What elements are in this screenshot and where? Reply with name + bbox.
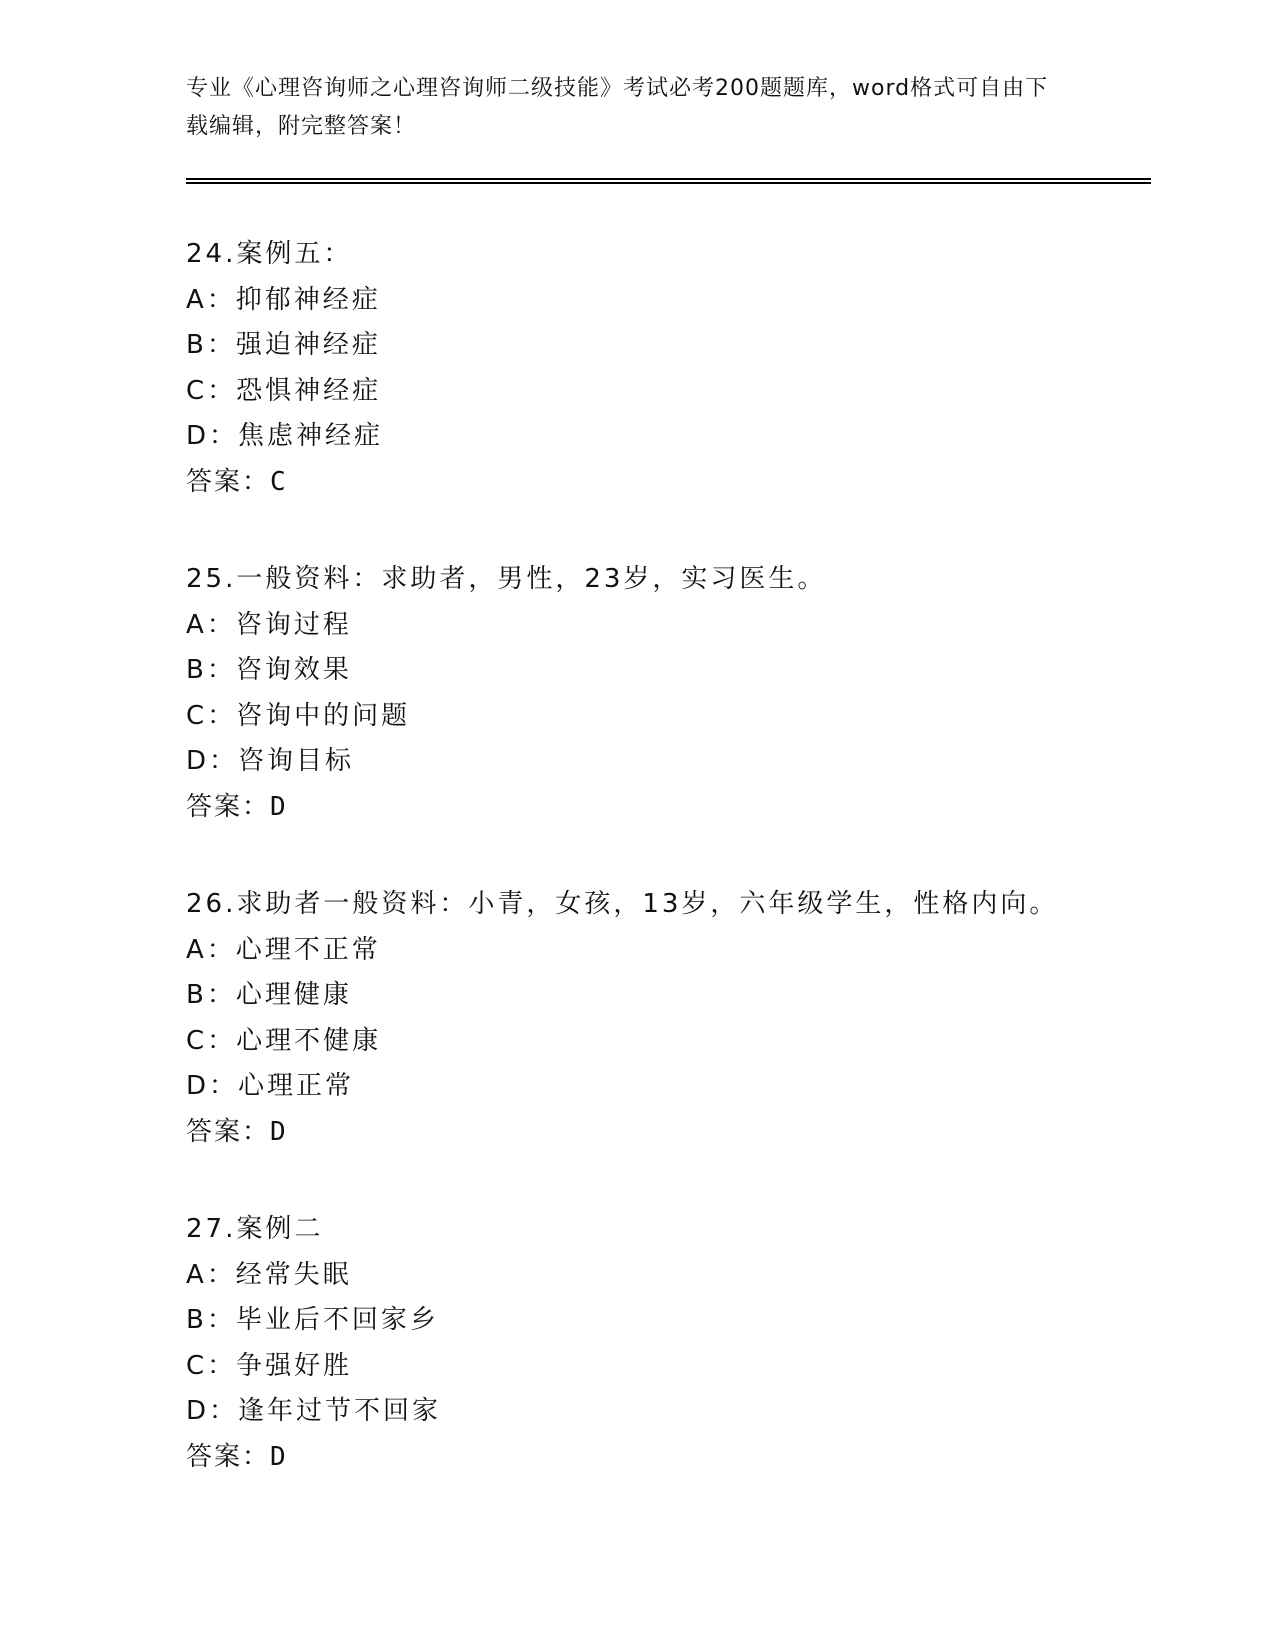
answer-value: D [270,791,289,822]
answer-line [186,1435,1186,1481]
answer-label: 答案： [186,791,271,822]
option-a: A：咨询过程 [186,609,352,640]
header-text: 专业《心理咨询师之心理咨询师二级技能》考试必考200题题库，word格式可自由下载编辑，附完整答案！ [186,76,1049,139]
answer-value: D [270,1116,289,1147]
question-26 [186,882,1186,1155]
answer-value: C [270,466,289,497]
question-stem: 27.案例二 [186,1214,324,1244]
question-stem: 26.求助者一般资料：小青，女孩，13岁，六年级学生，性格内向。 [186,889,1059,919]
answer-label: 答案： [186,1441,271,1472]
option-a: A：心理不正常 [186,934,381,965]
option-c: C：咨询中的问题 [186,700,411,731]
option-b: B：咨询效果 [186,655,352,685]
question-25 [186,557,1186,830]
option-b: B：强迫神经症 [186,330,381,360]
option-a: A：抑郁神经症 [186,284,381,315]
answer-line [186,460,1186,506]
rule-line-top [186,178,1151,180]
question-27 [186,1207,1186,1480]
option-d: D：焦虑神经症 [186,421,384,451]
question-stem: 25.一般资料：求助者，男性，23岁，实习医生。 [186,564,827,594]
option-b: B：毕业后不回家乡 [186,1305,439,1335]
option-c: C：争强好胜 [186,1350,353,1381]
rule-line-bottom [186,182,1151,184]
question-24 [186,232,1186,505]
question-list [186,232,1186,1532]
option-d: D：逢年过节不回家 [186,1396,442,1426]
option-c: C：心理不健康 [186,1025,382,1056]
answer-label: 答案： [186,1116,271,1147]
answer-line [186,785,1186,831]
header-double-rule [186,178,1151,184]
option-a: A：经常失眠 [186,1259,352,1290]
option-b: B：心理健康 [186,980,352,1010]
option-d: D：咨询目标 [186,746,355,776]
answer-line [186,1110,1186,1156]
option-d: D：心理正常 [186,1071,355,1101]
answer-value: D [270,1441,289,1472]
document-header [186,70,1066,146]
answer-label: 答案： [186,466,271,497]
option-c: C：恐惧神经症 [186,375,382,406]
question-stem: 24.案例五： [186,239,353,269]
